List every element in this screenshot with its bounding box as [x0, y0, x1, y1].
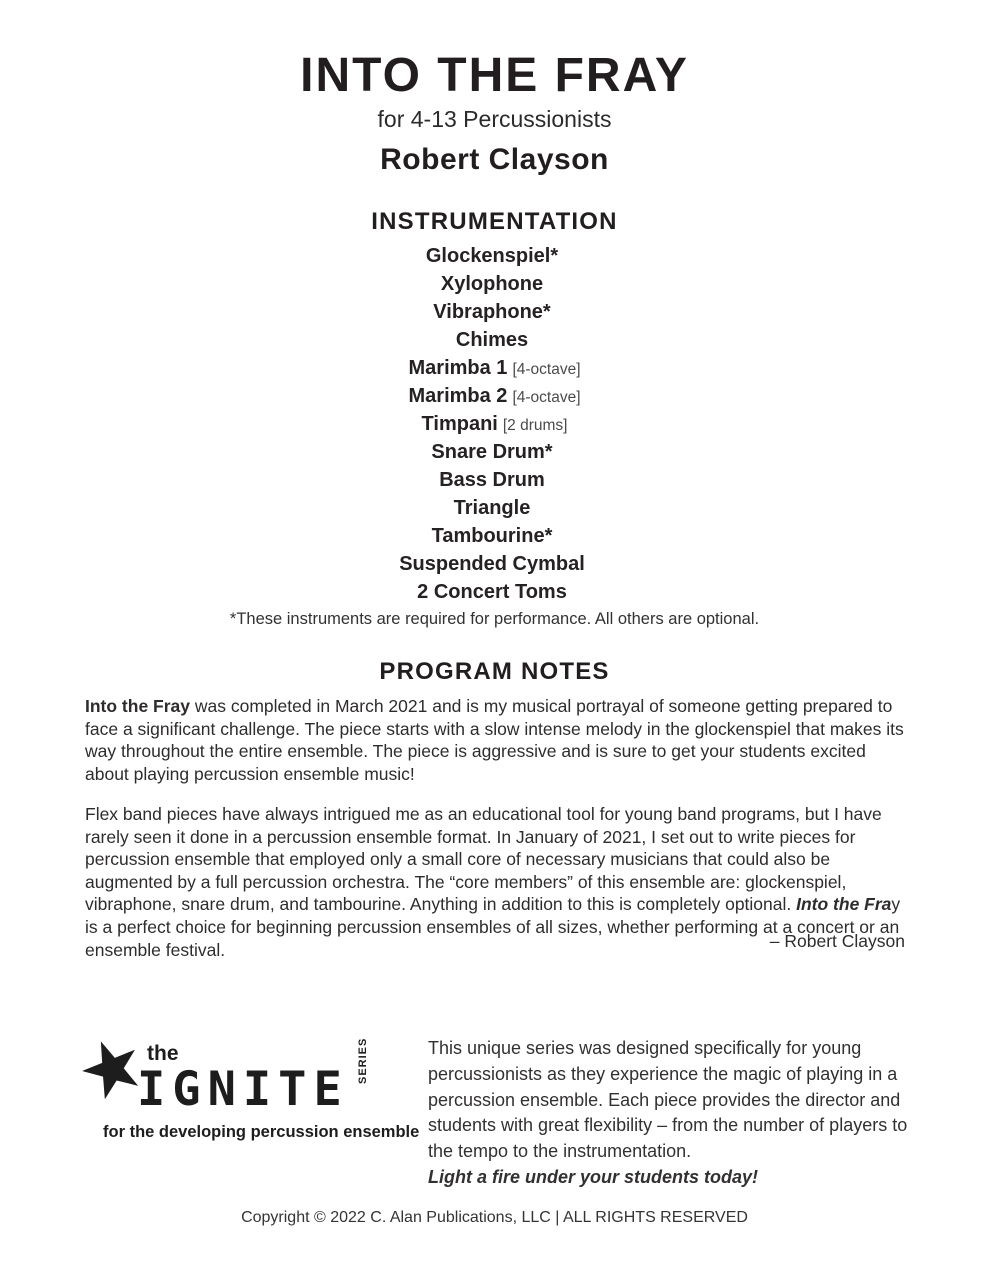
- instrument-name: Tambourine*: [431, 525, 553, 547]
- instrument-name: Xylophone: [440, 273, 544, 295]
- logo-tagline: for the developing percussion ensemble: [103, 1123, 420, 1141]
- copyright-line: Copyright © 2022 C. Alan Publications, LLC | ALL RIGHTS RESERVED: [241, 1209, 748, 1226]
- instrument-name: Timpani: [421, 413, 498, 435]
- instrument-name: Snare Drum*: [431, 441, 553, 463]
- list-item: [0, 242, 989, 270]
- list-item: [0, 326, 989, 354]
- instrument-note: [4-octave]: [512, 389, 581, 406]
- instrument-name: Marimba 1: [408, 357, 508, 379]
- list-item: [0, 522, 989, 550]
- instrument-name: Suspended Cymbal: [399, 553, 585, 575]
- list-item: [0, 270, 989, 298]
- header: [0, 48, 989, 133]
- list-item: [0, 410, 989, 438]
- instrument-name: Marimba 2: [408, 385, 508, 407]
- logo-series-label: SERIES: [357, 1037, 369, 1084]
- logo-the-label: the: [147, 1042, 179, 1065]
- paragraph-text: was completed in March 2021 and is my musical portrayal of someone getting prepared to face a significant challenge. The piece starts with a slow intense melody in the glockenspiel that makes its way throughout the entire ensemble. The piece is aggressive and is sure to get your students excited about playing percussion ensemble music!: [85, 696, 904, 784]
- list-item: [0, 438, 989, 466]
- series-slogan: Light a fire under your students today!: [428, 1166, 759, 1187]
- list-item: [0, 382, 989, 410]
- composer-name: Robert Clayson: [380, 143, 609, 176]
- instrument-name: Vibraphone*: [433, 301, 551, 323]
- instrument-name: Glockenspiel*: [425, 245, 559, 267]
- instrument-note: [2 drums]: [502, 417, 568, 434]
- page-subtitle: for 4-13 Percussionists: [377, 106, 612, 132]
- instrument-name: Bass Drum: [439, 469, 545, 491]
- logo-wordmark: IGNITE: [137, 1062, 349, 1117]
- instrument-name: 2 Concert Toms: [417, 581, 567, 603]
- list-item: [0, 298, 989, 326]
- piece-title-italic: Into the Fra: [796, 894, 892, 915]
- program-notes-paragraph-1: [85, 695, 905, 785]
- series-description: [428, 1036, 910, 1191]
- page-title: INTO THE FRAY: [300, 49, 689, 102]
- star-icon: [81, 1038, 143, 1100]
- ignite-series-logo: [85, 1036, 420, 1146]
- paragraph-text: y is a perfect choice for beginning percussion ensembles of all sizes, whether performing at a concert or an ensemble festival.: [85, 894, 901, 960]
- instrumentation-heading: INSTRUMENTATION: [371, 208, 618, 235]
- piece-title-bold: Into the Fray: [85, 696, 191, 716]
- list-item: [0, 354, 989, 382]
- program-notes-heading: PROGRAM NOTES: [379, 658, 610, 685]
- instrument-note: [4-octave]: [512, 361, 581, 378]
- instrument-name: Triangle: [453, 497, 531, 519]
- list-item: [0, 578, 989, 606]
- series-description-text: This unique series was designed specifically for young percussionists as they experience the magic of playing in a percussion ensemble. Each piece provides the director and students with great flexibility – from the number of players to the tempo to the instrumentation.: [428, 1038, 908, 1162]
- paragraph-text: Flex band pieces have always intrigued me as an educational tool for young band programs, but I have rarely seen it done in a percussion ensemble format. In January of 2021, I set out to write pieces for percussion ensemble that employed only a small core of necessary musicians that could also be augmented by a full percussion orchestra. The “core members” of this ensemble are: glockenspiel, vibraphone, snare drum, and tambourine. Anything in addition to this is completely optional.: [85, 804, 882, 915]
- list-item: [0, 494, 989, 522]
- instrumentation-list: [0, 242, 989, 606]
- composer-signature: – Robert Clayson: [769, 931, 905, 951]
- list-item: [0, 466, 989, 494]
- instrument-name: Chimes: [455, 329, 529, 351]
- list-item: [0, 550, 989, 578]
- instrumentation-footnote: *These instruments are required for performance. All others are optional.: [229, 610, 760, 628]
